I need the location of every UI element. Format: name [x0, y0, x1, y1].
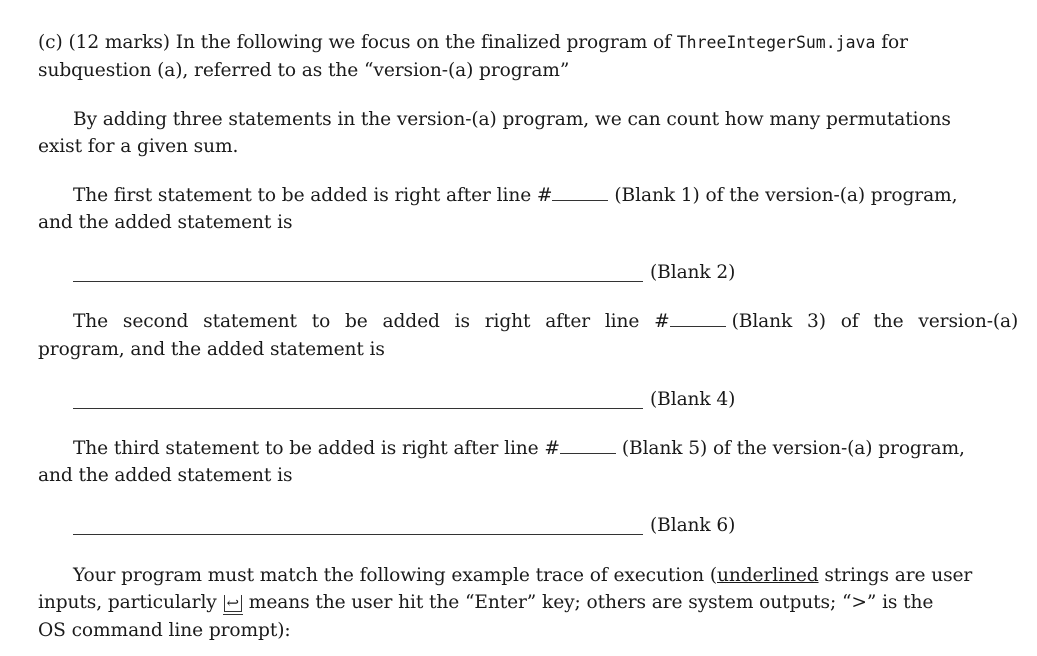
underlined-word: underlined: [717, 565, 819, 586]
blank-3-field[interactable]: [670, 312, 726, 327]
blank-4-field[interactable]: [73, 408, 643, 409]
statement-3-line-1: [73, 438, 965, 460]
trace-line-3: OS command line prompt):: [38, 620, 291, 641]
blank-5-field[interactable]: [560, 439, 616, 454]
para1-line-1: By adding three statements in the version-(a) program, we can count how many permutations: [73, 109, 951, 130]
statement-2-line-1: [73, 311, 1018, 333]
statement-1-line-2: and the added statement is: [38, 212, 293, 233]
trace-line-1-tail: strings are user: [818, 565, 973, 586]
blank-6-field[interactable]: [73, 534, 643, 535]
trace-line-1-text: Your program must match the following example trace of execution (: [73, 565, 717, 586]
statement-3-text: The third statement to be added is right after line #: [73, 438, 560, 459]
enter-key-icon: ↩: [223, 592, 243, 615]
statement-2-line-2: program, and the added statement is: [38, 339, 385, 360]
trace-line-2-tail: means the user hit the “Enter” key; others are system outputs; “>” is the: [248, 592, 934, 613]
blank-4-label: (Blank 4): [650, 389, 736, 410]
blank-6-label: (Blank 6): [650, 515, 736, 536]
question-header-line-2: subquestion (a), referred to as the “version-(a) program”: [38, 60, 570, 81]
blank-2-field[interactable]: [73, 281, 643, 282]
para1-line-2: exist for a given sum.: [38, 136, 239, 157]
blank-2-label: (Blank 2): [650, 262, 736, 283]
question-marks: (12 marks): [68, 32, 170, 53]
blank-5-label: (Blank 5) of the version-(a) program,: [621, 438, 965, 459]
blank-1-label: (Blank 1) of the version-(a) program,: [614, 185, 958, 206]
statement-1-text: The first statement to be added is right after line #: [73, 185, 553, 206]
question-intro-tail: for: [881, 32, 908, 53]
question-header-line-1: [38, 32, 908, 54]
statement-1-line-1: [73, 185, 957, 207]
statement-2-text: The second statement to be added is right after line #: [73, 311, 670, 332]
trace-line-2-text: inputs, particularly: [38, 592, 217, 613]
trace-line-1: [73, 565, 972, 587]
code-filename: ThreeIntegerSum.java: [676, 33, 876, 52]
question-intro: In the following we focus on the finalized program of: [175, 32, 671, 53]
statement-3-line-2: and the added statement is: [38, 465, 293, 486]
question-label: (c): [38, 32, 63, 53]
trace-line-2: [38, 592, 933, 615]
blank-3-label: (Blank 3) of the version-(a): [731, 311, 1019, 332]
blank-1-field[interactable]: [552, 186, 608, 201]
